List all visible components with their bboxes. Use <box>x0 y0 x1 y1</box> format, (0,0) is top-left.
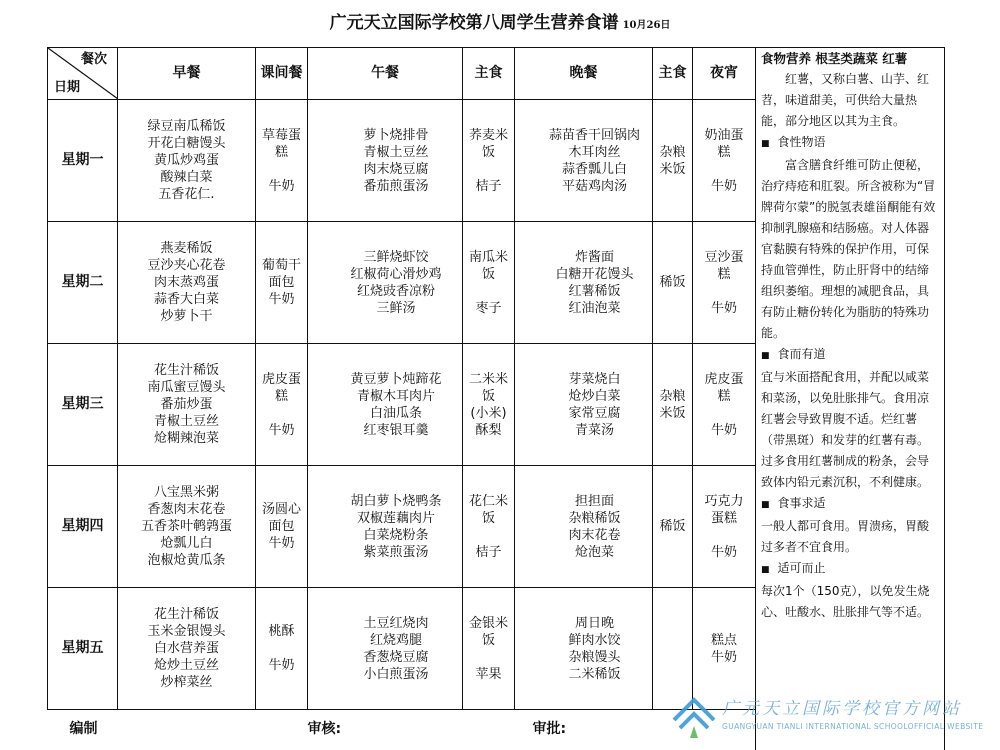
snack-item: 牛奶 <box>268 178 295 194</box>
snack-item: 桃酥 <box>268 624 295 639</box>
lunch-staple-item: 荞麦米 <box>468 127 508 143</box>
snack-item <box>256 640 307 657</box>
lunch-item: 番茄煎蛋汤 <box>363 178 429 194</box>
day-name: 星期三 <box>48 344 118 466</box>
breakfast-cell <box>118 588 256 710</box>
night-item: 糕 <box>717 266 731 282</box>
sidebar-section-title: ■ 食而有道 <box>761 344 939 367</box>
signature-row <box>48 710 756 750</box>
dinner-staple-cell <box>653 222 693 344</box>
dinner-staple-item: 稀饭 <box>659 275 686 290</box>
lunch-item: 黄豆萝卜炖蹄花 <box>350 371 442 387</box>
dinner-item: 炝泡菜 <box>574 544 614 560</box>
sidebar-section-body: 富含膳食纤维可防止便秘，治疗痔疮和肛裂。所含被称为“冒牌荷尔蒙”的脱氢表雄甾酮能有效抑制乳腺癌和结肠癌。对人体器官黏膜有特殊的保护作用，可保持血管弹性，防止肝肾中的结缔组织萎缩。理想的减肥食品，具有防止糖份转化为脂肪的特殊功能。 <box>761 158 936 340</box>
night-item: 蛋糕 <box>710 510 737 526</box>
page-title <box>0 8 1000 33</box>
lunch-item: 三鲜汤 <box>376 300 416 316</box>
dinner-item: 杂粮馒头 <box>568 649 621 665</box>
night-item <box>693 161 755 178</box>
lunch-staple-item <box>463 649 514 666</box>
sidebar-section-title: ■ 适可而止 <box>761 558 939 581</box>
snack-item: 汤圆心 <box>261 502 301 517</box>
dinner-item: 杂粮稀饭 <box>568 510 621 526</box>
lunch-staple-item <box>463 527 514 544</box>
col-header-dinner-staple: 主食 <box>653 48 693 100</box>
lunch-item: 土豆红烧肉 <box>363 615 429 631</box>
breakfast-item: 蒜香大白菜 <box>153 292 219 307</box>
dinner-cell <box>515 588 653 710</box>
menu-title: 广元天立国际学校第八周学生营养食谱 <box>329 13 619 33</box>
snack-cell <box>256 588 308 710</box>
snack-cell <box>256 222 308 344</box>
snack-item: 葡萄干 <box>261 258 301 273</box>
breakfast-item: 绿豆南瓜稀饭 <box>147 119 226 134</box>
lunch-item: 红椒荷心滑炒鸡 <box>350 266 442 282</box>
breakfast-cell <box>118 344 256 466</box>
breakfast-item: 八宝黑米粥 <box>153 485 219 500</box>
dinner-item: 平菇鸡肉汤 <box>561 178 627 194</box>
col-header-night: 夜宵 <box>693 48 756 100</box>
day-name: 星期四 <box>48 466 118 588</box>
day-row <box>48 466 756 588</box>
dinner-item: 白糖开花馒头 <box>555 266 634 282</box>
snack-item: 虎皮蛋 <box>261 371 301 387</box>
lunch-staple-item: 酥梨 <box>475 422 502 438</box>
breakfast-item: 炝糊辣泡菜 <box>153 431 219 446</box>
snack-item: 面包 <box>268 275 295 290</box>
lunch-staple-item: (小米) <box>470 405 507 421</box>
lunch-item: 红烧鸡腿 <box>369 632 422 648</box>
dinner-staple-item: 杂粮 <box>659 144 686 160</box>
dinner-item: 蒜苗香干回锅肉 <box>548 127 640 143</box>
lunch-item: 白油瓜条 <box>369 405 422 421</box>
dinner-cell <box>515 344 653 466</box>
watermark-cn: 广元天立国际学校官方网站 <box>722 699 962 719</box>
lunch-staple-item: 桔子 <box>475 544 502 560</box>
dinner-cell <box>515 222 653 344</box>
lunch-staple-item <box>463 161 514 178</box>
school-logo-icon <box>670 690 718 740</box>
sidebar-section-body: 每次1个（150克），以免发生烧心、吐酸水、肚胀排气等不适。 <box>761 584 930 619</box>
lunch-staple-item: 饭 <box>481 510 495 526</box>
dinner-staple-item: 米饭 <box>659 161 686 177</box>
sidebar-section-title: ■ 食事求适 <box>761 493 939 516</box>
breakfast-cell <box>118 222 256 344</box>
dinner-staple-item: 米饭 <box>659 405 686 421</box>
breakfast-item: 香葱肉末花卷 <box>147 502 226 517</box>
reviewed-label: 审核: <box>307 721 342 737</box>
dinner-item: 红薯稀饭 <box>568 283 621 299</box>
lunch-staple-item: 桔子 <box>475 178 502 194</box>
day-row <box>48 588 756 710</box>
breakfast-item: 泡椒炝黄瓜条 <box>147 553 226 568</box>
lunch-item: 胡白萝卜烧鸭条 <box>350 493 442 509</box>
snack-item: 牛奶 <box>268 422 295 438</box>
lunch-cell <box>308 344 463 466</box>
day-name: 星期二 <box>48 222 118 344</box>
snack-item <box>256 405 307 422</box>
dinner-item: 青菜汤 <box>574 422 614 438</box>
dinner-item: 芽菜烧白 <box>568 371 621 387</box>
night-item: 糕点 <box>710 632 737 648</box>
lunch-cell <box>308 466 463 588</box>
col-header-snack: 课间餐 <box>256 48 308 100</box>
snack-item <box>256 161 307 178</box>
night-item: 牛奶 <box>710 178 737 194</box>
weekly-menu-table <box>47 47 756 750</box>
lunch-item: 小白煎蛋汤 <box>363 666 429 682</box>
lunch-staple-item: 枣子 <box>475 300 502 316</box>
dinner-cell <box>515 100 653 222</box>
lunch-item: 红烧豉香凉粉 <box>356 283 435 299</box>
breakfast-item: 青椒土豆丝 <box>153 414 219 429</box>
snack-item: 牛奶 <box>268 536 295 551</box>
sidebar-section-body: 宜与米面搭配食用，并配以咸菜和菜汤，以免肚胀排气。食用凉红薯会导致胃腹不适。烂红薯（带黑斑）和发芽的红薯有毒。过多食用红薯制成的粉条，会导致体内铅元素沉积，不利健康。 <box>761 370 930 489</box>
diagonal-header-cell <box>48 48 118 100</box>
snack-cell <box>256 100 308 222</box>
lunch-staple-item: 饭 <box>481 632 495 648</box>
night-item <box>693 283 755 300</box>
col-header-lunch-staple: 主食 <box>463 48 515 100</box>
lunch-staple-item: 饭 <box>481 144 495 160</box>
dinner-item: 家常豆腐 <box>568 405 621 421</box>
snack-item: 牛奶 <box>268 658 295 673</box>
night-item: 牛奶 <box>710 300 737 316</box>
sidebar-heading: 食物营养 根茎类蔬菜 红薯 <box>761 51 908 66</box>
lunch-staple-item: 饭 <box>481 266 495 282</box>
breakfast-item: 炒榨菜丝 <box>160 675 213 690</box>
lunch-staple-item: 苹果 <box>475 666 502 682</box>
header-row <box>48 48 756 100</box>
breakfast-item: 南瓜蜜豆馒头 <box>147 380 226 395</box>
night-item: 奶油蛋 <box>704 127 744 143</box>
dinner-item: 担担面 <box>574 493 614 509</box>
dinner-staple-cell <box>653 100 693 222</box>
day-row <box>48 344 756 466</box>
breakfast-cell <box>118 466 256 588</box>
col-header-lunch: 午餐 <box>308 48 463 100</box>
breakfast-item: 白水营养蛋 <box>153 641 219 656</box>
dinner-item: 二米稀饭 <box>568 666 621 682</box>
breakfast-item: 玉米金银馒头 <box>147 624 226 639</box>
day-name: 星期一 <box>48 100 118 222</box>
lunch-item: 三鲜烧虾饺 <box>363 249 429 265</box>
lunch-cell <box>308 588 463 710</box>
watermark-en: GUANGYUAN TIANLI INTERNATIONAL SCHOOLOFFICIAL WEBSITE <box>722 722 984 731</box>
snack-item: 糕 <box>274 144 288 160</box>
breakfast-item: 炝炒土豆丝 <box>153 658 219 673</box>
approved-label: 审批: <box>532 721 567 737</box>
dinner-item: 蒜香瓢儿白 <box>561 161 627 177</box>
day-name: 星期五 <box>48 588 118 710</box>
lunch-staple-item: 南瓜米 <box>468 249 508 265</box>
snack-item: 牛奶 <box>268 292 295 307</box>
breakfast-item: 燕麦稀饭 <box>160 241 213 256</box>
breakfast-item: 黄瓜炒鸡蛋 <box>153 153 219 168</box>
dinner-cell <box>515 466 653 588</box>
lunch-staple-item: 花仁米 <box>468 493 508 509</box>
breakfast-cell <box>118 100 256 222</box>
lunch-item: 萝卜烧排骨 <box>363 127 429 143</box>
dinner-staple-cell <box>653 466 693 588</box>
snack-item: 草莓蛋 <box>261 127 301 143</box>
lunch-item: 双椒莲藕肉片 <box>356 510 435 526</box>
dinner-item: 炝炒白菜 <box>568 388 621 404</box>
lunch-item: 青椒木耳肉片 <box>356 388 435 404</box>
dinner-item: 木耳肉丝 <box>568 144 621 160</box>
date-label: 日期 <box>54 80 81 95</box>
breakfast-item: 花生汁稀饭 <box>153 363 219 378</box>
snack-cell <box>256 466 308 588</box>
lunch-item: 肉末烧豆腐 <box>363 161 429 177</box>
snack-item: 糕 <box>274 388 288 404</box>
night-item: 巧克力 <box>704 493 744 509</box>
dinner-item: 肉末花卷 <box>568 527 621 543</box>
night-item: 糕 <box>717 388 731 404</box>
day-row <box>48 222 756 344</box>
col-header-breakfast: 早餐 <box>118 48 256 100</box>
sidebar-section-title: ■ 食性物语 <box>761 132 939 155</box>
night-cell <box>693 222 756 344</box>
dinner-staple-item: 杂粮 <box>659 388 686 404</box>
lunch-staple-cell <box>463 100 515 222</box>
breakfast-item: 酸辣白菜 <box>160 170 213 185</box>
compiled-label: 编制 <box>69 721 98 737</box>
col-header-dinner: 晚餐 <box>515 48 653 100</box>
lunch-staple-item: 金银米 <box>468 615 508 631</box>
lunch-cell <box>308 100 463 222</box>
lunch-item: 红枣银耳羹 <box>363 422 429 438</box>
meal-label: 餐次 <box>80 52 107 67</box>
breakfast-item: 炒萝卜干 <box>160 309 213 324</box>
lunch-staple-cell <box>463 222 515 344</box>
breakfast-item: 花生汁稀饭 <box>153 607 219 622</box>
night-item <box>693 405 755 422</box>
night-cell <box>693 344 756 466</box>
night-item <box>693 527 755 544</box>
night-item: 牛奶 <box>710 422 737 438</box>
night-cell <box>693 466 756 588</box>
lunch-item: 青椒土豆丝 <box>363 144 429 160</box>
lunch-item: 白菜烧粉条 <box>363 527 429 543</box>
lunch-item: 香葱烧豆腐 <box>363 649 429 665</box>
night-item: 虎皮蛋 <box>704 371 744 387</box>
night-item: 牛奶 <box>710 649 737 665</box>
dinner-staple-item: 稀饭 <box>659 519 686 534</box>
lunch-staple-item: 饭 <box>481 388 495 404</box>
snack-item: 面包 <box>268 519 295 534</box>
dinner-item: 鲜肉水饺 <box>568 632 621 648</box>
night-item: 豆沙蛋 <box>704 249 744 265</box>
breakfast-item: 五香花仁. <box>158 187 215 202</box>
school-watermark <box>670 690 1000 750</box>
night-item: 糕 <box>717 144 731 160</box>
snack-cell <box>256 344 308 466</box>
breakfast-item: 五香茶叶鹌鹑蛋 <box>140 519 232 534</box>
menu-date: 10月26日 <box>622 20 671 31</box>
breakfast-item: 肉末蒸鸡蛋 <box>153 275 219 290</box>
dinner-item: 红油泡菜 <box>568 300 621 316</box>
nutrition-sidebar <box>755 47 945 750</box>
lunch-staple-cell <box>463 344 515 466</box>
breakfast-item: 番茄炒蛋 <box>160 397 213 412</box>
night-item: 牛奶 <box>710 544 737 560</box>
lunch-item: 紫菜煎蛋汤 <box>363 544 429 560</box>
lunch-staple-item <box>463 283 514 300</box>
dinner-staple-cell <box>653 344 693 466</box>
breakfast-item: 开花白糖馒头 <box>147 136 226 151</box>
day-row <box>48 100 756 222</box>
lunch-staple-item: 二米米 <box>468 371 508 387</box>
sidebar-section-body: 一般人都可食用。胃溃疡，胃酸过多者不宜食用。 <box>761 519 930 554</box>
dinner-item: 炸酱面 <box>574 249 614 265</box>
lunch-staple-cell <box>463 588 515 710</box>
breakfast-item: 炝瓢儿白 <box>160 536 213 551</box>
night-cell <box>693 100 756 222</box>
lunch-staple-cell <box>463 466 515 588</box>
breakfast-item: 豆沙夹心花卷 <box>147 258 226 273</box>
sidebar-intro: 红薯，又称白薯、山芋、红苕，味道甜美，可供给大量热能，部分地区以其为主食。 <box>761 72 930 128</box>
dinner-item: 周日晚 <box>574 615 614 631</box>
lunch-cell <box>308 222 463 344</box>
